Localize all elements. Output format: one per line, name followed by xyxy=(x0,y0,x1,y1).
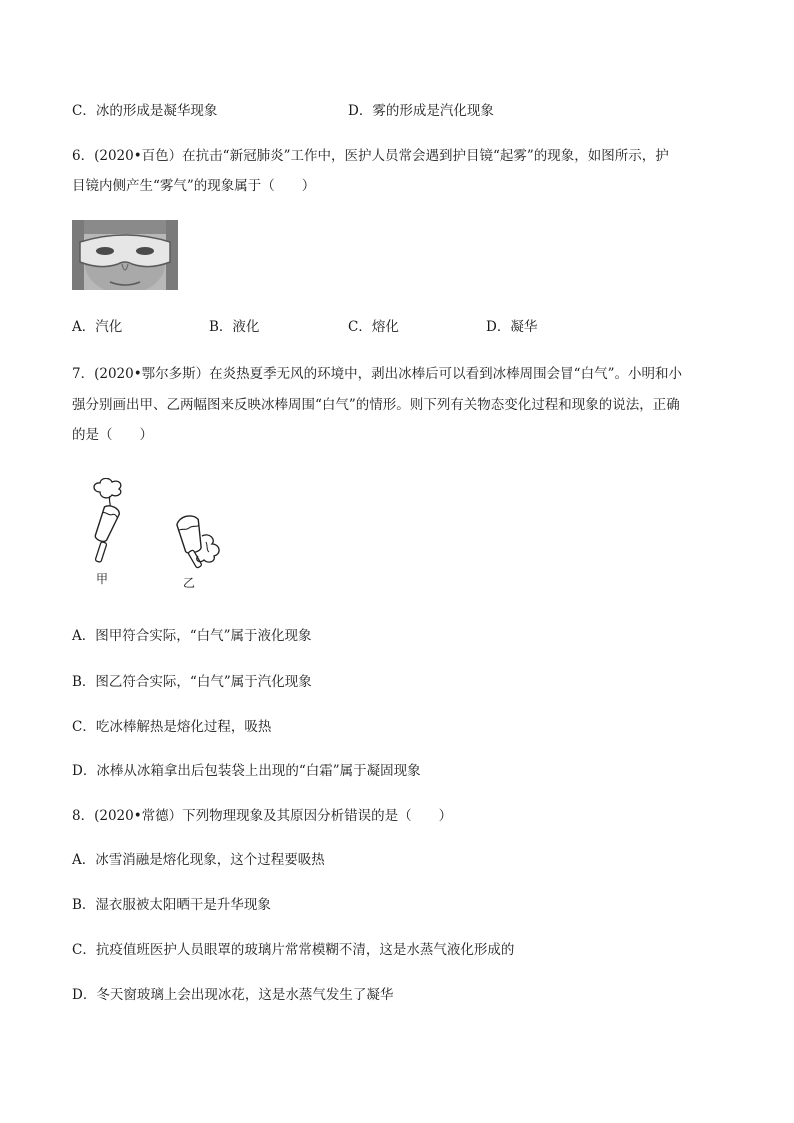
figure-jia xyxy=(86,478,136,570)
q6-stem-line1: 6．(2020•百色）在抗击“新冠肺炎”工作中，医护人员常会遇到护目镜“起雾”的现象，如图所示，护 xyxy=(72,148,669,164)
q7-stem-line1: 7．(2020•鄂尔多斯）在炎热夏季无风的环境中，剥出冰棒后可以看到冰棒周围会冒“白气”。小明和小 xyxy=(72,366,682,382)
q7-option-c: C．吃冰棒解热是熔化过程，吸热 xyxy=(72,719,272,735)
q7-stem-line2: 强分别画出甲、乙两幅图来反映冰棒周围“白气”的情形。则下列有关物态变化过程和现象的说法，正确 xyxy=(72,397,680,413)
q7-stem-line3: 的是（ ） xyxy=(72,427,153,443)
q8-option-d: D．冬天窗玻璃上会出现冰花，这是水蒸气发生了凝华 xyxy=(72,987,394,1003)
figure-jia-label: 甲 xyxy=(96,572,109,586)
q6-option-d: D．凝华 xyxy=(486,319,538,335)
figure-yi-label: 乙 xyxy=(183,576,196,590)
q8-option-b: B．湿衣服被太阳晒干是升华现象 xyxy=(72,897,271,913)
popsicle-rising-vapor-icon xyxy=(86,478,136,570)
q6-option-a: A．汽化 xyxy=(72,319,123,335)
goggles-photo xyxy=(72,220,178,290)
q6-option-b: B．液化 xyxy=(209,319,260,335)
q8-option-c: C．抗疫值班医护人员眼罩的玻璃片常常模糊不清，这是水蒸气液化形成的 xyxy=(72,942,515,958)
q5-option-c: C．冰的形成是凝华现象 xyxy=(72,103,218,119)
q6-option-c: C．熔化 xyxy=(348,319,399,335)
q7-option-a: A．图甲符合实际，“白气”属于液化现象 xyxy=(72,628,312,644)
figure-yi xyxy=(170,512,226,572)
q5-option-d: D．雾的形成是汽化现象 xyxy=(348,103,494,119)
q8-stem-line1: 8．(2020•常德）下列物理现象及其原因分析错误的是（ ） xyxy=(72,808,453,824)
q7-option-b: B．图乙符合实际，“白气”属于汽化现象 xyxy=(72,674,312,690)
q6-stem-line2: 目镜内侧产生“雾气”的现象属于（ ） xyxy=(72,178,316,194)
goggles-face-image xyxy=(72,220,178,290)
popsicle-sinking-vapor-icon xyxy=(170,512,226,572)
q7-option-d: D．冰棒从冰箱拿出后包装袋上出现的“白霜”属于凝固现象 xyxy=(72,763,421,779)
q8-option-a: A．冰雪消融是熔化现象，这个过程要吸热 xyxy=(72,852,325,868)
